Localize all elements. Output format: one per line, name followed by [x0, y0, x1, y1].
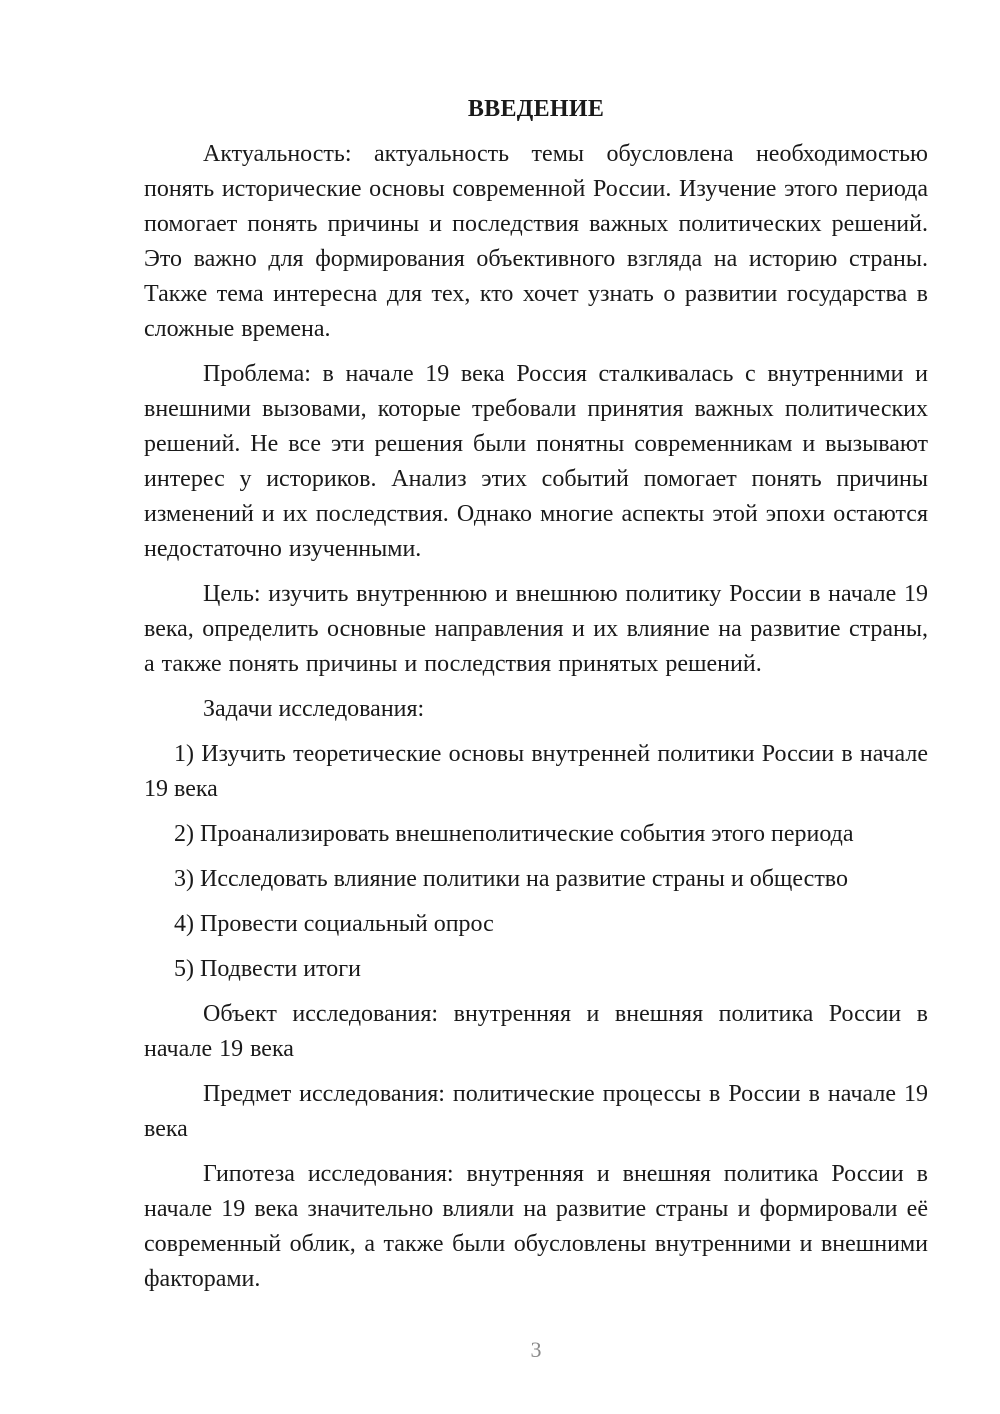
section-heading: ВВЕДЕНИЕ — [467, 96, 605, 122]
task-item: 4) Провести социальный опрос — [174, 911, 494, 937]
relevance-paragraph: Актуальность: актуальность темы обусловлена необходимостью понять исторические основы современной России. Изучение этого периода помогает понять причины и последствия важных политических решений. Это важно для формирования объективного взгляда на историю страны. Также тема интересна для тех, кто хочет узнать о развитии государства в сложные времена. — [144, 141, 928, 342]
hypothesis-paragraph: Гипотеза исследования: внутренняя и внешняя политика России в начале 19 века значительно влияли на развитие страны и формировали её современный облик, а также были обусловлены внутренними и внешними факторами. — [144, 1161, 928, 1292]
page-number: 3 — [530, 1337, 542, 1362]
task-item: 3) Исследовать влияние политики на развитие страны и общество — [174, 866, 848, 892]
goal-paragraph: Цель: изучить внутреннюю и внешнюю политику России в начале 19 века, определить основные направления и их влияние на развитие страны, а также понять причины и последствия принятых решений. — [144, 581, 928, 677]
subject-paragraph: Предмет исследования: политические процессы в России в начале 19 века — [144, 1081, 928, 1142]
page-content — [144, 92, 928, 1307]
problem-paragraph: Проблема: в начале 19 века Россия сталкивалась с внутренними и внешними вызовами, которые требовали принятия важных политических решений. Не все эти решения были понятны современникам и вызывают интерес у историков. Анализ этих событий помогает понять причины изменений и их последствия. Однако многие аспекты этой эпохи остаются недостаточно изученными. — [144, 361, 928, 562]
tasks-label: Задачи исследования: — [203, 696, 425, 722]
task-item: 1) Изучить теоретические основы внутренней политики России в начале 19 века — [144, 741, 928, 802]
task-item: 2) Проанализировать внешнеполитические события этого периода — [174, 821, 854, 847]
object-paragraph: Объект исследования: внутренняя и внешняя политика России в начале 19 века — [144, 1001, 928, 1062]
task-item: 5) Подвести итоги — [174, 956, 361, 982]
